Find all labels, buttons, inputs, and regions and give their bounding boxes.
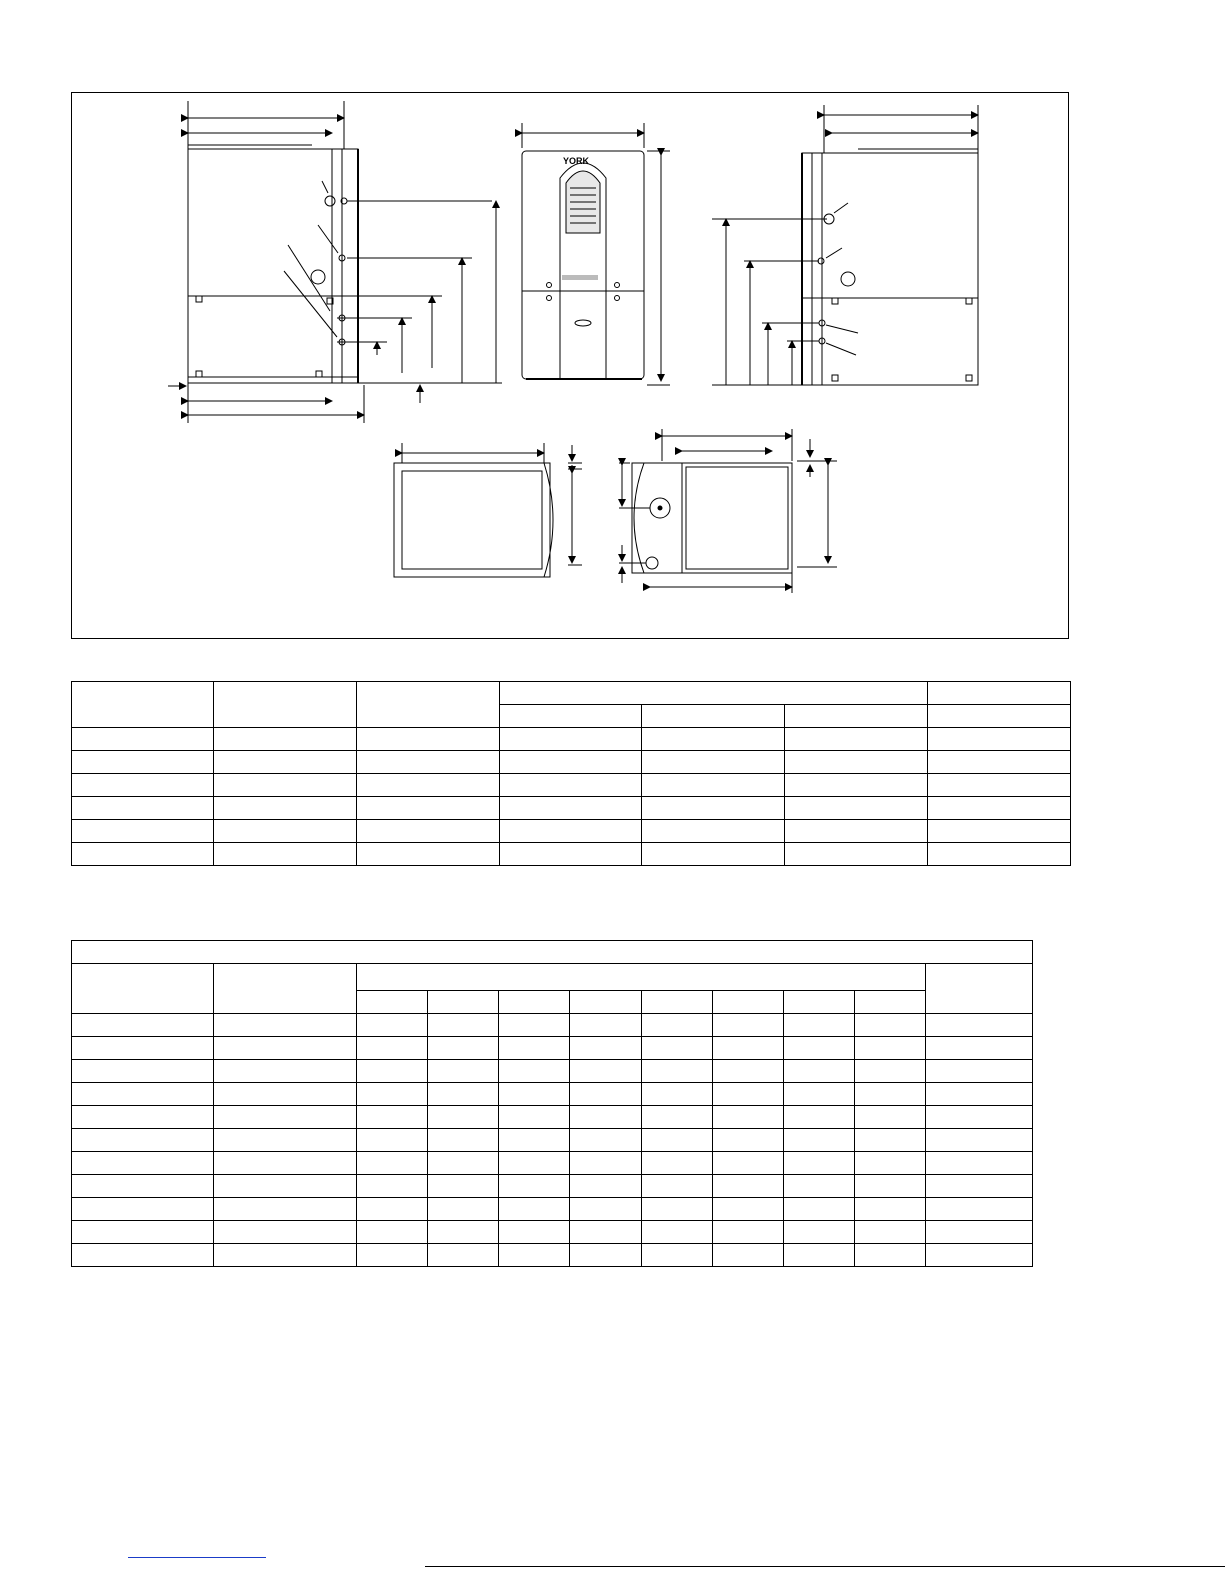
header-cell — [214, 964, 357, 1014]
table-cell — [854, 1037, 925, 1060]
subheader-cell — [642, 705, 785, 728]
table-cell — [641, 1037, 712, 1060]
table-cell — [72, 1014, 214, 1037]
table-row — [72, 1221, 1033, 1244]
table-cell — [428, 1129, 499, 1152]
table-row — [72, 728, 1071, 751]
table-cell — [500, 751, 642, 774]
table-cell — [499, 1152, 570, 1175]
brand-logo-text: YORK — [563, 156, 590, 166]
table-cell — [499, 1106, 570, 1129]
table-cell — [783, 1129, 854, 1152]
table-cell — [785, 728, 928, 751]
table-cell — [357, 1221, 428, 1244]
table-cell — [570, 1060, 641, 1083]
table-cell — [925, 1106, 1032, 1129]
table-row — [72, 1198, 1033, 1221]
table-row — [72, 1129, 1033, 1152]
table-cell — [428, 1106, 499, 1129]
subheader-cell — [783, 991, 854, 1014]
table-cell — [357, 1244, 428, 1267]
table-cell — [928, 774, 1071, 797]
table-row — [72, 1152, 1033, 1175]
table-cell — [214, 751, 357, 774]
table-cell — [785, 751, 928, 774]
table-cell — [428, 1083, 499, 1106]
table-title-cell — [72, 941, 1033, 964]
table-cell — [783, 1175, 854, 1198]
table-cell — [783, 1014, 854, 1037]
table-cell — [214, 1060, 357, 1083]
table-cell — [854, 1083, 925, 1106]
table-cell — [500, 820, 642, 843]
table-cell — [925, 1083, 1032, 1106]
table-cell — [641, 1106, 712, 1129]
table-cell — [428, 1060, 499, 1083]
table-cell — [499, 1014, 570, 1037]
table-cell — [499, 1037, 570, 1060]
table-cell — [214, 1014, 357, 1037]
table-cell — [357, 728, 500, 751]
table-cell — [357, 774, 500, 797]
table-cell — [641, 1244, 712, 1267]
table-cell — [854, 1106, 925, 1129]
table-cell — [854, 1244, 925, 1267]
table-cell — [499, 1083, 570, 1106]
header-cell — [72, 682, 214, 728]
header-cell — [214, 682, 357, 728]
table-cell — [72, 1198, 214, 1221]
table-cell — [641, 1221, 712, 1244]
subheader-cell — [357, 991, 428, 1014]
table-cell — [428, 1221, 499, 1244]
subheader-cell — [854, 991, 925, 1014]
table-row — [72, 1106, 1033, 1129]
table-cell — [214, 820, 357, 843]
table-cell — [641, 1129, 712, 1152]
table-cell — [712, 1198, 783, 1221]
table-cell — [854, 1014, 925, 1037]
table-cell — [214, 728, 357, 751]
table-cell — [641, 1175, 712, 1198]
table-cell — [570, 1244, 641, 1267]
table-cell — [641, 1083, 712, 1106]
table-cell — [214, 1221, 357, 1244]
table-cell — [72, 843, 214, 866]
subheader-cell — [500, 705, 642, 728]
table-cell — [925, 1014, 1032, 1037]
table-cell — [72, 1175, 214, 1198]
header-cell — [925, 964, 1032, 1014]
header-cell — [928, 682, 1071, 705]
table-cell — [214, 1152, 357, 1175]
table-row — [72, 820, 1071, 843]
subheader-cell — [641, 991, 712, 1014]
table-cell — [72, 1083, 214, 1106]
table-cell — [712, 1037, 783, 1060]
table-cell — [783, 1106, 854, 1129]
table-cell — [214, 1175, 357, 1198]
furnace-dimension-drawing — [72, 93, 1070, 640]
table-cell — [854, 1060, 925, 1083]
subheader-cell — [499, 991, 570, 1014]
table-cell — [428, 1014, 499, 1037]
table-cell — [500, 774, 642, 797]
table-cell — [712, 1152, 783, 1175]
front-view — [522, 123, 670, 385]
subheader-cell — [570, 991, 641, 1014]
table-row — [72, 1060, 1033, 1083]
table-cell — [641, 1014, 712, 1037]
table-cell — [499, 1221, 570, 1244]
dimension-drawing-frame — [71, 92, 1069, 639]
table-cell — [641, 1198, 712, 1221]
table-cell — [214, 1244, 357, 1267]
table-row — [72, 751, 1071, 774]
table-cell — [357, 797, 500, 820]
table-cell — [357, 1083, 428, 1106]
table-cell — [928, 820, 1071, 843]
table-cell — [785, 774, 928, 797]
subheader-cell — [428, 991, 499, 1014]
table-row — [72, 774, 1071, 797]
table-cell — [570, 1106, 641, 1129]
bottom-view — [619, 429, 837, 593]
table-cell — [72, 797, 214, 820]
table-cell — [854, 1175, 925, 1198]
table-cell — [214, 1037, 357, 1060]
table-cell — [925, 1129, 1032, 1152]
table-cell — [428, 1198, 499, 1221]
table-row — [72, 1083, 1033, 1106]
table-cell — [570, 1221, 641, 1244]
table-cell — [72, 820, 214, 843]
table-cell — [783, 1037, 854, 1060]
table-row — [72, 1244, 1033, 1267]
table-cell — [499, 1060, 570, 1083]
table-cell — [357, 843, 500, 866]
table-cell — [499, 1244, 570, 1267]
footer-divider — [425, 1566, 1225, 1567]
table-cell — [925, 1244, 1032, 1267]
table-cell — [72, 1037, 214, 1060]
table-cell — [783, 1152, 854, 1175]
table-cell — [500, 728, 642, 751]
table-cell — [214, 1198, 357, 1221]
table-cell — [854, 1198, 925, 1221]
table-cell — [783, 1244, 854, 1267]
table-title-row — [72, 941, 1033, 964]
table-cell — [570, 1083, 641, 1106]
table-row — [72, 1014, 1033, 1037]
table-row — [72, 843, 1071, 866]
table-row — [72, 1037, 1033, 1060]
table-cell — [428, 1037, 499, 1060]
header-group-cell — [500, 682, 928, 705]
table-cell — [357, 1175, 428, 1198]
airflow-table — [71, 940, 1033, 1267]
table-cell — [72, 728, 214, 751]
table-cell — [783, 1198, 854, 1221]
table-cell — [214, 1129, 357, 1152]
table-cell — [925, 1060, 1032, 1083]
table-cell — [854, 1152, 925, 1175]
table-cell — [72, 751, 214, 774]
table-cell — [642, 774, 785, 797]
header-cell — [357, 682, 500, 728]
table-cell — [357, 1060, 428, 1083]
table-cell — [214, 843, 357, 866]
table-cell — [785, 797, 928, 820]
table-header-row — [72, 682, 1071, 705]
dimensions-table — [71, 681, 1071, 866]
subheader-cell — [928, 705, 1071, 728]
table-cell — [499, 1175, 570, 1198]
table-cell — [570, 1152, 641, 1175]
table-cell — [357, 1014, 428, 1037]
table-cell — [499, 1129, 570, 1152]
table-cell — [783, 1060, 854, 1083]
header-group-cell — [357, 964, 926, 991]
table-cell — [72, 1221, 214, 1244]
table-cell — [357, 1106, 428, 1129]
table-cell — [925, 1198, 1032, 1221]
table-cell — [712, 1175, 783, 1198]
table-cell — [712, 1014, 783, 1037]
table-cell — [357, 1129, 428, 1152]
table-cell — [72, 1129, 214, 1152]
table-cell — [72, 1060, 214, 1083]
table-header-row — [72, 964, 1033, 991]
header-cell — [72, 964, 214, 1014]
table-cell — [928, 797, 1071, 820]
top-view — [394, 443, 582, 577]
table-cell — [783, 1221, 854, 1244]
table-cell — [357, 1198, 428, 1221]
table-cell — [641, 1060, 712, 1083]
table-cell — [72, 1152, 214, 1175]
table-cell — [925, 1152, 1032, 1175]
table-cell — [712, 1221, 783, 1244]
table-cell — [214, 1083, 357, 1106]
right-side-view — [712, 105, 978, 385]
table-cell — [642, 797, 785, 820]
table-cell — [570, 1037, 641, 1060]
table-cell — [925, 1221, 1032, 1244]
table-cell — [642, 843, 785, 866]
table-cell — [925, 1175, 1032, 1198]
table-cell — [642, 751, 785, 774]
table-cell — [72, 1106, 214, 1129]
table-cell — [357, 1152, 428, 1175]
table-cell — [428, 1244, 499, 1267]
table-cell — [854, 1129, 925, 1152]
table-cell — [570, 1014, 641, 1037]
table-row — [72, 1175, 1033, 1198]
table-cell — [214, 774, 357, 797]
footer-link-underline — [128, 1557, 266, 1558]
table-cell — [642, 820, 785, 843]
table-cell — [785, 843, 928, 866]
table-cell — [642, 728, 785, 751]
table-cell — [214, 1106, 357, 1129]
table-cell — [499, 1198, 570, 1221]
subheader-cell — [712, 991, 783, 1014]
table-cell — [357, 820, 500, 843]
table-cell — [570, 1198, 641, 1221]
table-cell — [785, 820, 928, 843]
table-cell — [712, 1129, 783, 1152]
table-cell — [928, 843, 1071, 866]
table-cell — [428, 1152, 499, 1175]
table-cell — [428, 1175, 499, 1198]
subheader-cell — [785, 705, 928, 728]
table-cell — [500, 843, 642, 866]
table-cell — [500, 797, 642, 820]
table-cell — [570, 1129, 641, 1152]
table-cell — [783, 1083, 854, 1106]
table-cell — [357, 1037, 428, 1060]
table-row — [72, 797, 1071, 820]
table-cell — [712, 1083, 783, 1106]
table-cell — [641, 1152, 712, 1175]
table-cell — [357, 751, 500, 774]
table-cell — [72, 1244, 214, 1267]
table-cell — [854, 1221, 925, 1244]
table-cell — [712, 1060, 783, 1083]
table-cell — [712, 1106, 783, 1129]
table-cell — [72, 774, 214, 797]
table-cell — [570, 1175, 641, 1198]
table-cell — [928, 728, 1071, 751]
left-side-view — [168, 101, 502, 423]
table-cell — [928, 751, 1071, 774]
table-cell — [712, 1244, 783, 1267]
table-cell — [214, 797, 357, 820]
table-cell — [925, 1037, 1032, 1060]
